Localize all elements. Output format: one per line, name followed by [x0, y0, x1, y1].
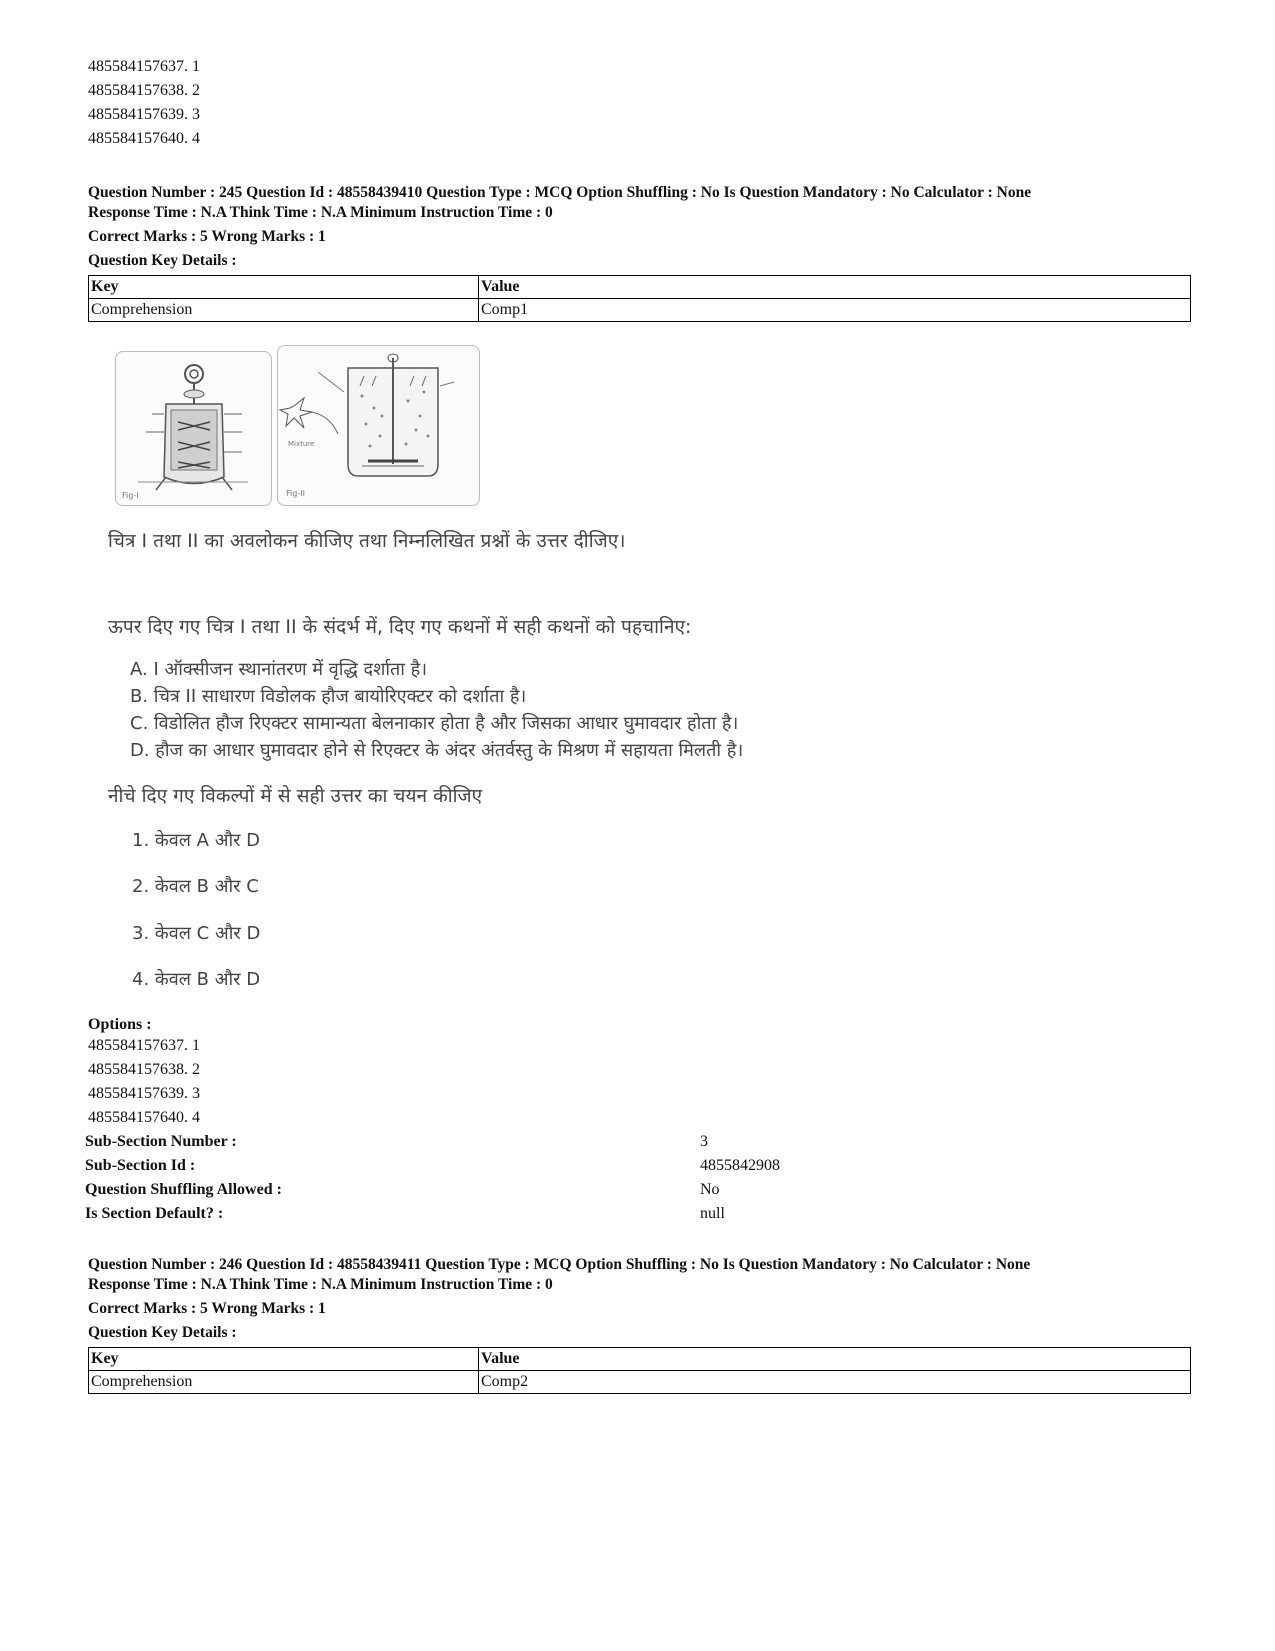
- shuffling-allowed-value: No: [700, 1181, 720, 1198]
- instruction-text: चित्र I तथा II का अवलोकन कीजिए तथा निम्नलिखित प्रश्नों के उत्तर दीजिए।: [108, 530, 626, 552]
- question-marks: Correct Marks : 5 Wrong Marks : 1: [88, 228, 326, 245]
- question-timing: Response Time : N.A Think Time : N.A Minimum Instruction Time : 0: [88, 204, 553, 221]
- choice-4: 4. केवल B और D: [132, 969, 261, 990]
- table-cell-value: Comp2: [479, 1371, 1191, 1394]
- option-item: 485584157637. 1: [88, 58, 200, 75]
- table-header-key: Key: [89, 276, 479, 299]
- key-value-table: [88, 1347, 1191, 1394]
- key-details-label: Question Key Details :: [88, 252, 237, 269]
- fig1-caption: Fig-I: [122, 491, 139, 500]
- choose-instruction: नीचे दिए गए विकल्पों में से सही उत्तर का चयन कीजिए: [108, 785, 483, 807]
- options-label: Options :: [88, 1016, 152, 1033]
- choice-2: 2. केवल B और C: [132, 876, 259, 897]
- table-row: [89, 299, 1191, 322]
- table-cell-key: Comprehension: [89, 1371, 479, 1394]
- fig2-caption: Fig-II: [286, 489, 305, 498]
- section-default-value: null: [700, 1205, 725, 1222]
- statement-c: C. विडोलित हौज रिएक्टर सामान्यता बेलनाकार होता है और जिसका आधार घुमावदार होता है।: [130, 713, 739, 734]
- question-text: ऊपर दिए गए चित्र I तथा II के संदर्भ में, दिए गए कथनों में सही कथनों को पहचानिए:: [108, 616, 692, 638]
- question-header: Question Number : 246 Question Id : 48558439411 Question Type : MCQ Option Shuffling : No Is Question Mandatory : No Calculator : None: [88, 1256, 1031, 1273]
- option-item: 485584157640. 4: [88, 130, 200, 147]
- fig2-side-label: Mixture: [288, 440, 315, 448]
- question-marks: Correct Marks : 5 Wrong Marks : 1: [88, 1300, 326, 1317]
- subsection-number-label: Sub-Section Number :: [85, 1133, 237, 1150]
- statement-a: A. I ऑक्सीजन स्थानांतरण में वृद्धि दर्शाता है।: [130, 659, 428, 680]
- table-cell-value: Comp1: [479, 299, 1191, 322]
- statement-b: B. चित्र II साधारण विडोलक हौज बायोरिएक्टर को दर्शाता है।: [130, 686, 527, 707]
- table-header-key: Key: [89, 1348, 479, 1371]
- key-value-table: [88, 275, 1191, 322]
- section-default-label: Is Section Default? :: [85, 1205, 224, 1222]
- question-header: Question Number : 245 Question Id : 48558439410 Question Type : MCQ Option Shuffling : No Is Question Mandatory : No Calculator : None: [88, 184, 1032, 201]
- option-item: 485584157639. 3: [88, 106, 200, 123]
- option-item: 485584157637. 1: [88, 1037, 200, 1054]
- shuffling-allowed-label: Question Shuffling Allowed :: [85, 1181, 282, 1198]
- table-header-row: [89, 1348, 1191, 1371]
- figure-bioreactor-2: [277, 345, 480, 506]
- option-item: 485584157640. 4: [88, 1109, 200, 1126]
- figure-bioreactor-1: [115, 351, 272, 506]
- subsection-id-label: Sub-Section Id :: [85, 1157, 196, 1174]
- option-item: 485584157638. 2: [88, 1061, 200, 1078]
- bioreactor-2-diagram: [278, 346, 479, 505]
- table-row: [89, 1371, 1191, 1394]
- table-header-row: [89, 276, 1191, 299]
- choice-3: 3. केवल C और D: [132, 923, 261, 944]
- subsection-id-value: 4855842908: [700, 1157, 780, 1174]
- subsection-number-value: 3: [700, 1133, 708, 1150]
- choice-1: 1. केवल A और D: [132, 830, 261, 851]
- statement-d: D. हौज का आधार घुमावदार होने से रिएक्टर के अंदर अंतर्वस्तु के मिश्रण में सहायता मिलती है।: [130, 740, 744, 761]
- question-timing: Response Time : N.A Think Time : N.A Minimum Instruction Time : 0: [88, 1276, 553, 1293]
- table-cell-key: Comprehension: [89, 299, 479, 322]
- key-details-label: Question Key Details :: [88, 1324, 237, 1341]
- table-header-value: Value: [479, 1348, 1191, 1371]
- bioreactor-1-diagram: [116, 352, 271, 505]
- option-item: 485584157639. 3: [88, 1085, 200, 1102]
- table-header-value: Value: [479, 276, 1191, 299]
- option-item: 485584157638. 2: [88, 82, 200, 99]
